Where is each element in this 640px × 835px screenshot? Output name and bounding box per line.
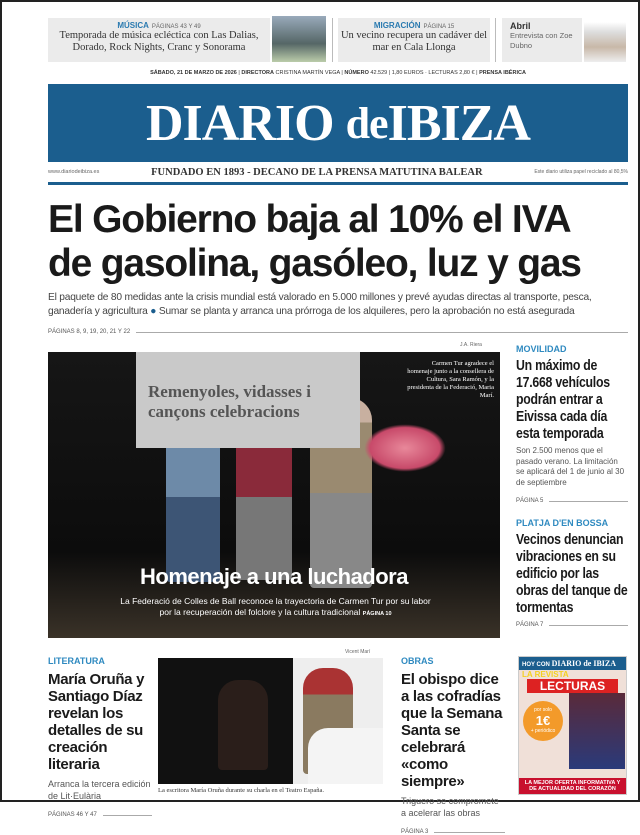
cover-photo: [569, 693, 625, 769]
teaser-pages: PÁGINA 15: [423, 24, 455, 30]
website-link[interactable]: www.diariodeibiza.es: [48, 169, 100, 175]
tagline-row: [48, 164, 628, 180]
photo-title: Homenaje a una luchadora: [140, 564, 408, 589]
bullet-icon: ●: [150, 306, 157, 317]
page-ref: PÁGINA 10: [362, 611, 392, 617]
story-title: El obispo dice a las cofradías que la Semana Santa se celebrará «como siempre»: [401, 671, 503, 790]
teaser-kicker: Abril: [510, 21, 531, 31]
tagline: FUNDADO EN 1893 - DECANO DE LA PRENSA MATUTINA BALEAR: [151, 166, 483, 178]
side-column: [516, 344, 628, 628]
teaser-kicker: MIGRACIÓN: [373, 21, 421, 30]
ad-label: LA REVISTA: [522, 670, 569, 679]
photo-caption: Carmen Tur agradece el homenaje junto a la consellera de Cultura, Sara Ramón, y la presidenta de la Federació, Maria Marí.: [407, 360, 494, 399]
teaser-migracion[interactable]: [338, 18, 490, 62]
story-title: María Oruña y Santiago Díaz revelan los detalles de su creación literaria: [48, 671, 145, 773]
teaser-musica-photo: [272, 16, 326, 62]
section-label: OBRAS: [401, 656, 434, 666]
subtitle-2: Sumar se planta y arranca una prórroga de los alquileres, pero la aprobación no está asegurada: [158, 306, 575, 317]
page-ref: PÁGINA 3: [401, 829, 429, 835]
lecturas-ad[interactable]: [518, 656, 627, 795]
lead-pages: [48, 329, 628, 335]
speaker: [218, 680, 268, 770]
director: CRISTINA MARTÍN VEGA: [275, 70, 340, 76]
section-label: LITERATURA: [48, 656, 105, 666]
price-note: + periódico: [530, 728, 556, 734]
chair: [308, 728, 383, 784]
page-ref: PÁGINA 7: [516, 622, 544, 628]
photo-text-body: La Federació de Colles de Ball reconoce la trayectoria de Carmen Tur por su labor por la recuperación del folclore y la cultura tradicional: [120, 596, 431, 617]
masthead-title: DIARIO: [146, 94, 334, 152]
price-label: por solo: [534, 707, 552, 713]
flowers: [364, 424, 446, 472]
teaser-kicker: MÚSICA: [117, 21, 149, 30]
photo-banner: Remenyoles, vidasses i cançons celebracions: [136, 352, 360, 448]
headline-line: El Gobierno baja al 10% el IVA: [48, 198, 571, 241]
price: 1,80 EUROS · LECTURAS 2,80 €: [391, 70, 475, 76]
divider: [332, 18, 333, 62]
side-story-platja[interactable]: [516, 518, 628, 628]
masthead[interactable]: [48, 84, 628, 162]
story-literatura[interactable]: [48, 656, 152, 818]
price-badge: [523, 701, 563, 741]
literature-photo-caption: La escritora María Oruña durante su charla en el Teatro España.: [158, 787, 325, 794]
ad-magazine: LECTURAS: [527, 679, 618, 693]
date: SÁBADO, 21 DE MARZO DE 2026: [150, 70, 237, 76]
photo-credit: J.A. Riera: [460, 342, 482, 348]
story-text: Son 2.500 menos que el pasado verano. La limitación se aplicará del 1 de junio al 30 de septiembre: [516, 446, 625, 487]
director-label: DIRECTORA: [241, 70, 274, 76]
rule: [48, 181, 628, 185]
teaser-text: Temporada de música ecléctica con Las Dalias, Dorado, Rock Nights, Cranc y Sonorama: [59, 30, 259, 53]
story-obras[interactable]: [401, 656, 505, 835]
page-ref: PÁGINAS 8, 9, 19, 20, 21 Y 22: [48, 329, 131, 335]
teaser-text: Un vecino recupera un cadáver del mar en Cala Llonga: [340, 30, 488, 53]
lead-subtitle: [48, 291, 633, 319]
ad-footer: LA MEJOR OFERTA INFORMATIVA Y DE ACTUALIDAD DEL CORAZÓN: [519, 778, 626, 794]
teaser-text: Entrevista con Zoe Dubno: [510, 31, 573, 50]
story-text: Arranca la tercera edición de Lit·Eulària: [48, 779, 151, 801]
ad-top: HOY CON: [522, 662, 550, 668]
ad-brand: DIARIO de IBIZA: [551, 659, 617, 668]
number-label: NÚMERO: [344, 70, 369, 76]
photo-credit: Vicent Marí: [345, 649, 371, 655]
teaser-abril-thumb: [584, 12, 626, 62]
page-ref: PÁGINA 5: [516, 498, 544, 504]
group: PRENSA IBÉRICA: [479, 70, 526, 76]
headline-line: de gasolina, gasóleo, luz y gas: [48, 242, 581, 285]
page-ref: PÁGINAS 46 Y 47: [48, 812, 97, 818]
photo-text: [118, 596, 433, 620]
subtitle-1: El paquete de 80 medidas ante la crisis mundial está valorado en 5.000 millones y prevé ayudas directas al transporte, pesca, ganadería y agricultura: [48, 292, 592, 317]
recycled-note: Este diario utiliza papel reciclado al 80,5%: [534, 169, 628, 175]
teaser-musica[interactable]: [48, 18, 270, 62]
teaser-pages: PÁGINAS 43 Y 49: [151, 24, 201, 30]
story-title: Vecinos denuncian vibraciones en su edificio por las obras del tanque de tormentas: [516, 531, 628, 616]
lead-headline[interactable]: [48, 198, 638, 286]
masthead-title: IBIZA: [387, 94, 530, 152]
main-photo[interactable]: [48, 352, 500, 638]
literature-photo[interactable]: [158, 658, 383, 784]
dateline: SÁBADO, 21 DE MARZO DE 2026 | DIRECTORA CRISTINA MARTÍN VEGA | NÚMERO 42.529 | 1,80 EUROS · LECTURAS 2,80 € | PRENSA IBÉRICA: [150, 70, 526, 76]
divider: [495, 18, 496, 62]
teaser-abril[interactable]: [502, 18, 582, 62]
side-story-movilidad[interactable]: [516, 344, 628, 504]
section-label: MOVILIDAD: [516, 344, 567, 354]
story-text: Triguero se compromete a acelerar las obras: [401, 796, 499, 818]
issue-number: 42.529: [370, 70, 388, 76]
masthead-title: de: [345, 98, 388, 148]
price: 1€: [535, 713, 551, 728]
section-label: PLATJA D'EN BOSSA: [516, 518, 609, 528]
story-title: Un máximo de 17.668 vehículos podrán entrar a Eivissa cada día esta temporada: [516, 357, 610, 442]
